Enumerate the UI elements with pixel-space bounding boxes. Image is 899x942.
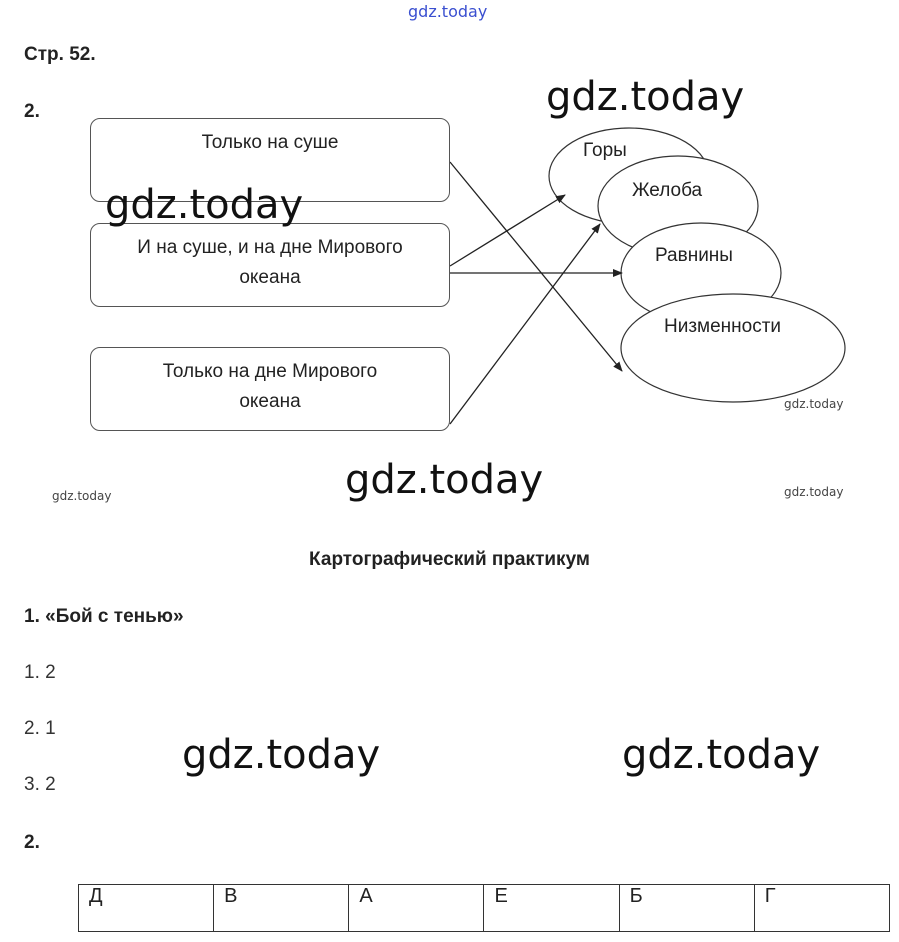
watermark-diagram-top: gdz.today: [546, 74, 745, 120]
exercise1-answer-2: 2. 1: [24, 718, 56, 739]
table-cell: А: [349, 885, 484, 932]
watermark-diagram-left: gdz.today: [105, 182, 304, 228]
table-cell: Е: [484, 885, 619, 932]
section-title: Картографический практикум: [309, 549, 590, 570]
label-plains: Равнины: [655, 245, 733, 266]
watermark-diagram-bottom: gdz.today: [345, 457, 544, 503]
watermark-ex1-right: gdz.today: [622, 732, 821, 778]
exercise1-answer-3: 3. 2: [24, 774, 56, 795]
watermark-small-left: gdz.today: [52, 489, 112, 503]
exercise1-answer-1: 1. 2: [24, 662, 56, 683]
watermark-top: gdz.today: [408, 2, 488, 21]
watermark-ex1-left: gdz.today: [182, 732, 381, 778]
task2-number: 2.: [24, 101, 40, 122]
exercise2-title: 2.: [24, 832, 40, 853]
box-ocean-only: [90, 347, 450, 431]
label-mountains: Горы: [583, 140, 627, 161]
box-ocean-only-line1: Только на дне Мирового: [162, 361, 378, 382]
watermark-small-right-1: gdz.today: [784, 397, 844, 411]
label-lowlands: Низменности: [664, 316, 782, 337]
page-heading: Стр. 52.: [24, 44, 96, 65]
table-row: [79, 885, 890, 932]
table-cell: В: [214, 885, 349, 932]
box-land-and-ocean-line2: океана: [239, 267, 301, 288]
box-land-only-text: Только на суше: [201, 132, 339, 153]
ellipse-lowlands: [621, 294, 845, 402]
label-trenches: Желоба: [632, 180, 703, 201]
arrow-both-to-mountains: [450, 195, 565, 266]
table-cell: Б: [619, 885, 754, 932]
exercise2-answer-table: [78, 884, 890, 932]
table-cell: Д: [79, 885, 214, 932]
box-land-and-ocean-line1: И на суше, и на дне Мирового: [137, 237, 403, 258]
box-land-and-ocean: [90, 223, 450, 307]
exercise1-title: 1. «Бой с тенью»: [24, 606, 184, 627]
box-ocean-only-line2: океана: [239, 391, 301, 412]
table-cell: Г: [754, 885, 889, 932]
watermark-small-right-2: gdz.today: [784, 485, 844, 499]
